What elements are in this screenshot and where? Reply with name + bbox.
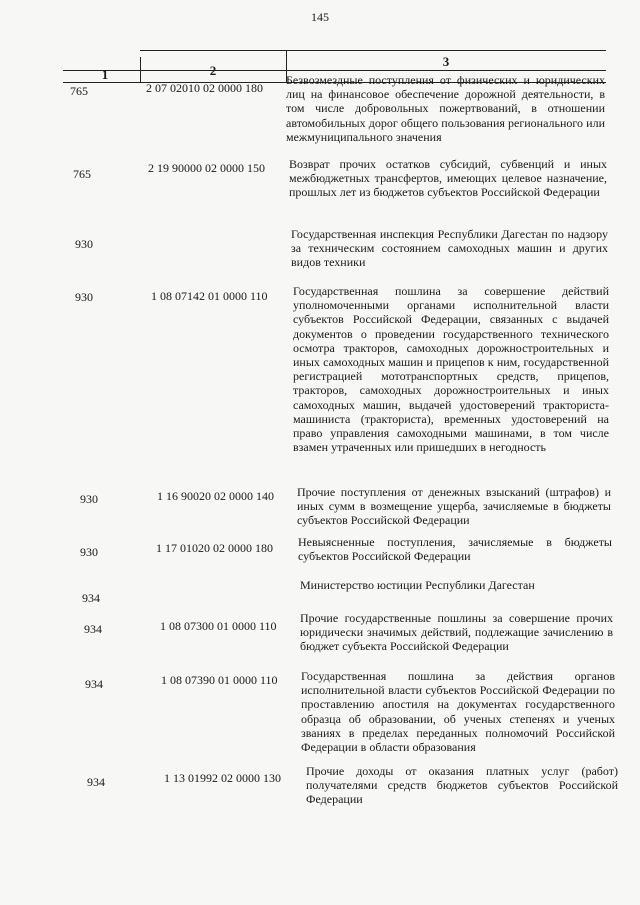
row-description: Невыясненные поступления, зачисляемые в бюджеты субъектов Российской Федерации: [298, 535, 612, 564]
row-description: Государственная пошлина за совершение действий уполномоченными органами исполнительной власти субъектов Российской Федерации, связанных с выдачей документов о проведении государственного технического осмотра тракторов, самоходных дорожностроительных и иных самоходных машин и прицепов к ним, государственной регистрацией мототранспортных средств, прицепов, тракторов, самоходных дорожностроительных и иных самоходных машин, выдачей удостоверений тракториста-машиниста (тракториста), временных удостоверений на право управления самоходными машинами, в том числе взамен утраченных или пришедших в негодность: [293, 284, 609, 455]
header-col-1: 1: [101, 67, 109, 82]
header-col-2: 2: [209, 63, 217, 78]
row-description: Прочие доходы от оказания платных услуг (работ) получателями средств бюджетов субъектов Российской Федерации: [306, 764, 618, 807]
table-top-rule: [140, 50, 606, 51]
row-agency-code: 930: [80, 545, 98, 559]
row-description: Прочие государственные пошлины за совершение прочих юридически значимых действий, подлежащие зачислению в бюджет субъекта Российской Федерации: [300, 611, 613, 654]
row-description: Государственная пошлина за действия органов исполнительной власти субъектов Российской Федерации по проставлению апостиля на документах государственного образца об образовании, об ученых степенях и ученых званиях в пределах переданных полномочий Российской Федерации в области образования: [301, 669, 615, 755]
row-revenue-code: 1 08 07142 01 0000 110: [151, 289, 268, 303]
row-agency-code: 934: [87, 775, 105, 789]
header-col-3: 3: [442, 54, 450, 69]
row-agency-code: 930: [75, 237, 93, 251]
row-agency-code: 934: [84, 622, 102, 636]
row-agency-code: 934: [82, 591, 100, 605]
row-revenue-code: 1 08 07300 01 0000 110: [160, 619, 277, 633]
row-description: Безвозмездные поступления от физических и юридических лиц на финансовое обеспечение дорожной деятельности, в том числе добровольных пожертвований, в отношении автомобильных дорог общего пользования регионального или межмуниципального значения: [286, 73, 605, 144]
row-description: Прочие поступления от денежных взысканий (штрафов) и иных сумм в возмещение ущерба, зачисляемые в бюджеты субъектов Российской Федерации: [297, 485, 611, 528]
row-agency-code: 934: [85, 677, 103, 691]
row-revenue-code: 1 16 90020 02 0000 140: [157, 489, 274, 503]
row-description: Возврат прочих остатков субсидий, субвенций и иных межбюджетных трансфертов, имеющих целевое назначение, прошлых лет из бюджетов субъектов Российской Федерации: [289, 157, 607, 200]
row-agency-code: 765: [73, 167, 91, 181]
row-revenue-code: 1 17 01020 02 0000 180: [156, 541, 273, 555]
row-agency-code: 765: [70, 84, 88, 98]
row-description: Министерство юстиции Республики Дагестан: [300, 578, 535, 592]
row-agency-code: 930: [80, 492, 98, 506]
row-revenue-code: 1 08 07390 01 0000 110: [161, 673, 278, 687]
row-revenue-code: 2 07 02010 02 0000 180: [146, 81, 263, 95]
row-agency-code: 930: [75, 290, 93, 304]
page-number: 145: [311, 10, 329, 24]
row-revenue-code: 1 13 01992 02 0000 130: [164, 771, 281, 785]
row-description: Государственная инспекция Республики Дагестан по надзору за техническим состоянием самоходных машин и других видов техники: [291, 227, 608, 270]
row-revenue-code: 2 19 90000 02 0000 150: [148, 161, 265, 175]
